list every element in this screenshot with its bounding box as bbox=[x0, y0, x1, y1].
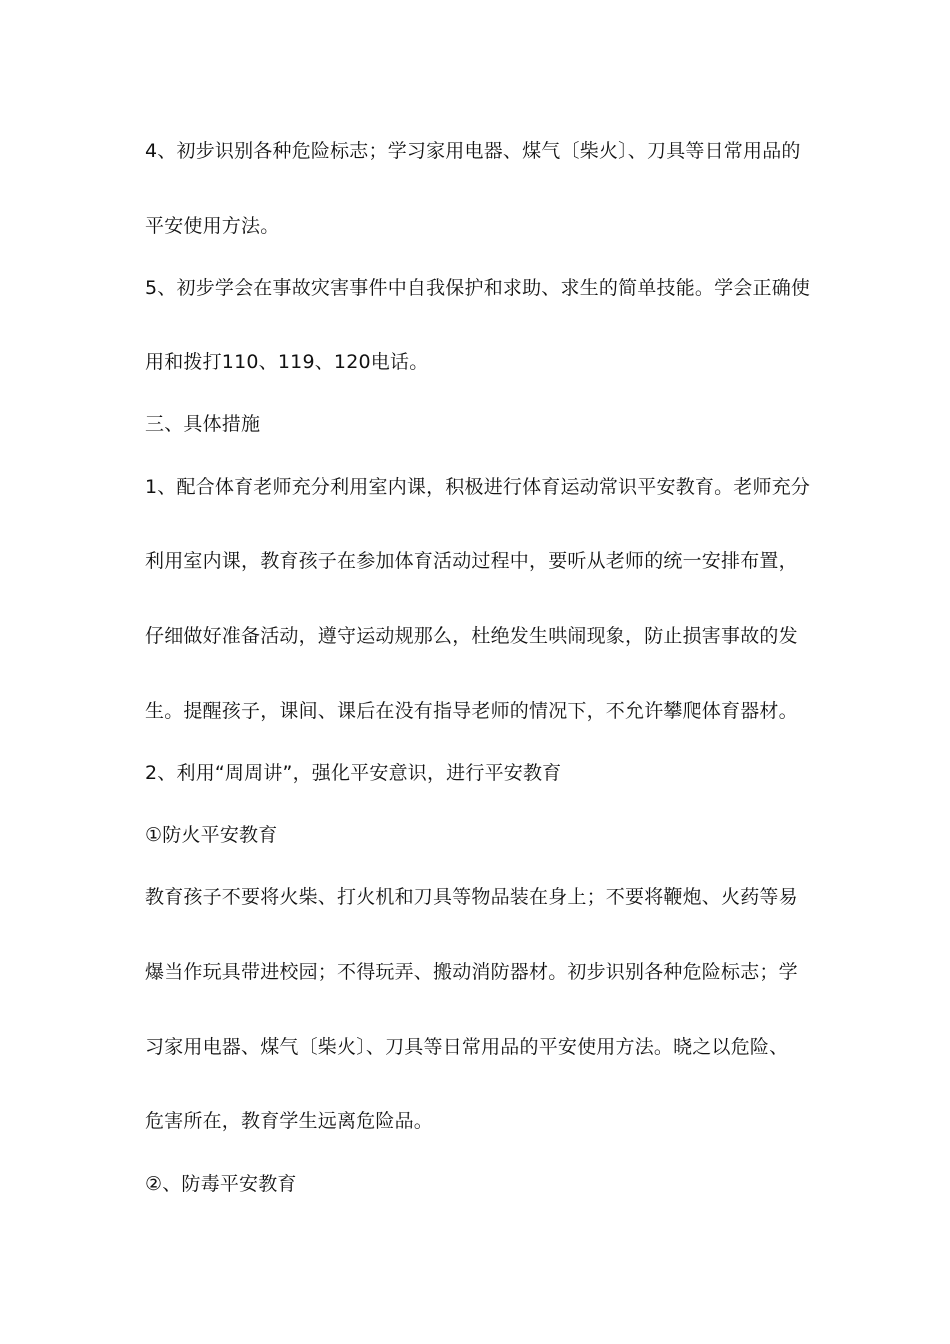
text-line: 平安使用方法。 bbox=[145, 215, 280, 237]
subsection-heading: ①防火平安教育 bbox=[145, 824, 278, 846]
text-line: 5、初步学会在事故灾害事件中自我保护和求助、求生的简单技能。学会正确使 bbox=[145, 277, 811, 299]
subsection-heading: ②、防毒平安教育 bbox=[145, 1173, 297, 1195]
text-line: 生。提醒孩子，课间、课后在没有指导老师的情况下，不允许攀爬体育器材。 bbox=[145, 700, 798, 722]
text-line: 教育孩子不要将火柴、打火机和刀具等物品装在身上；不要将鞭炮、火药等易 bbox=[145, 886, 798, 908]
section-heading: 三、具体措施 bbox=[145, 413, 261, 435]
text-line: 2、利用“周周讲”，强化平安意识，进行平安教育 bbox=[145, 762, 562, 784]
text-line: 利用室内课，教育孩子在参加体育活动过程中，要听从老师的统一安排布置， bbox=[145, 550, 798, 572]
text-line: 危害所在，教育学生远离危险品。 bbox=[145, 1110, 434, 1132]
text-line: 用和拨打110、119、120电话。 bbox=[145, 351, 429, 373]
text-line: 习家用电器、煤气〔柴火〕、刀具等日常用品的平安使用方法。晓之以危险、 bbox=[145, 1036, 789, 1058]
text-line: 4、初步识别各种危险标志；学习家用电器、煤气〔柴火〕、刀具等日常用品的 bbox=[145, 140, 801, 162]
text-line: 仔细做好准备活动，遵守运动规那么，杜绝发生哄闹现象，防止损害事故的发 bbox=[145, 625, 798, 647]
text-line: 爆当作玩具带进校园；不得玩弄、搬动消防器材。初步识别各种危险标志；学 bbox=[145, 961, 798, 983]
text-line: 1、配合体育老师充分利用室内课，积极进行体育运动常识平安教育。老师充分 bbox=[145, 476, 811, 498]
